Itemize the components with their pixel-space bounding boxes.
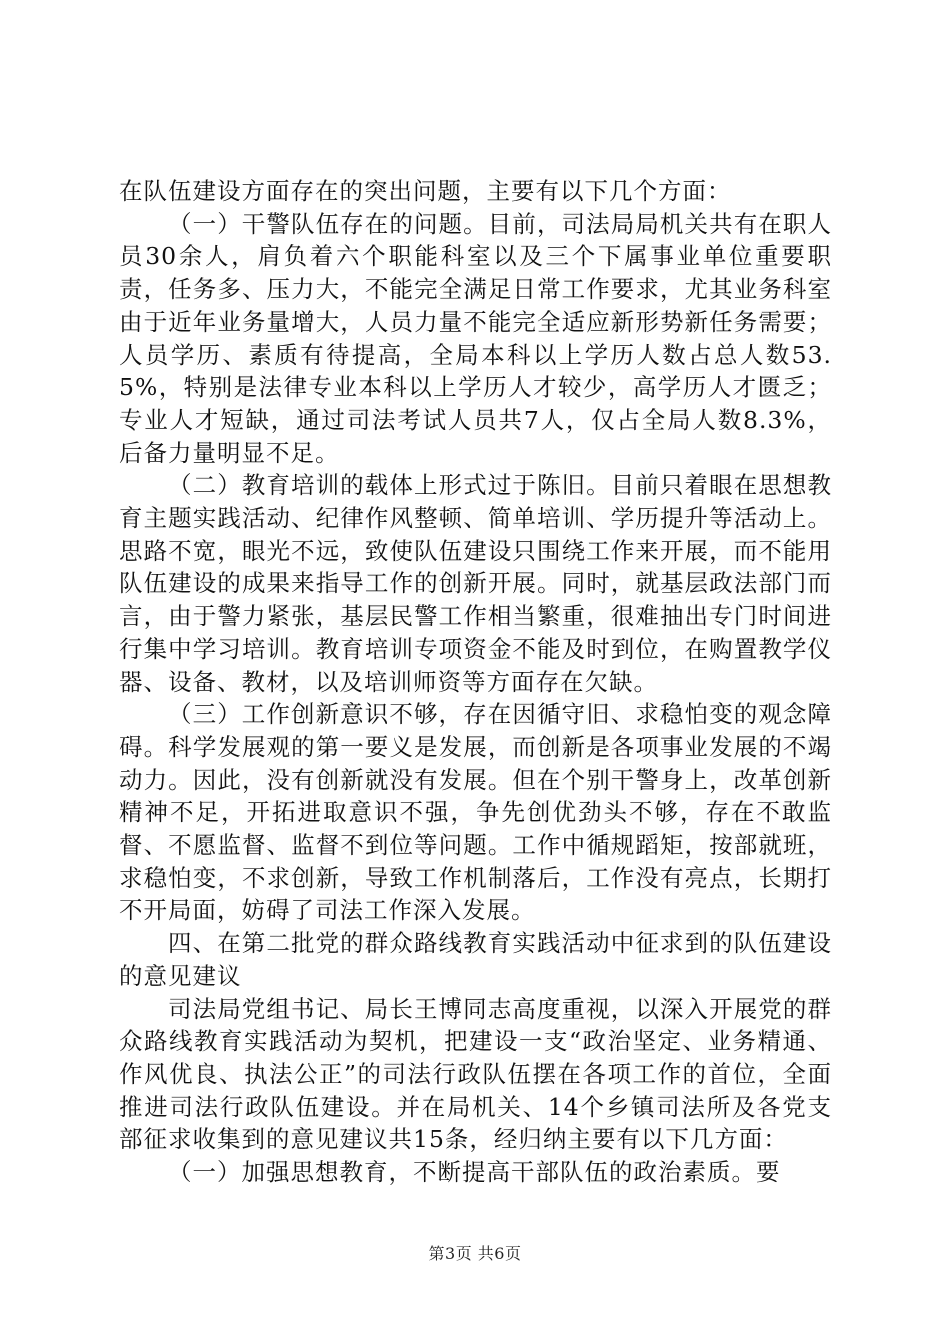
document-body: [119, 175, 832, 1189]
paragraph-section-4-body: 司法局党组书记、局长王博同志高度重视，以深入开展党的群众路线教育实践活动为契机，把建设一支“政治坚定、业务精通、作风优良、执法公正”的司法行政队伍摆在各项工作的首位，全面推进司法行政队伍建设。并在局机关、14个乡镇司法所及各党支部征求收集到的意见建议共15条，经归纳主要有以下几方面：: [119, 994, 832, 1154]
paragraph-suggestion-1: （一）加强思想教育，不断提高干部队伍的政治素质。要: [168, 1158, 781, 1187]
page-footer: 第3页 共6页: [428, 1244, 522, 1263]
paragraph-issue-3: （三）工作创新意识不够，存在因循守旧、求稳怕变的观念障碍。科学发展观的第一要义是发展，而创新是各项事业发展的不竭动力。因此，没有创新就没有发展。但在个别干警身上，改革创新精神不足，开拓进取意识不强，争先创优劲头不够，存在不敢监督、不愿监督、监督不到位等问题。工作中循规蹈矩，按部就班，求稳怕变，不求创新，导致工作机制落后，工作没有亮点，长期打不开局面，妨碍了司法工作深入发展。: [119, 700, 832, 925]
section-heading-4: 四、在第二批党的群众路线教育实践活动中征求到的队伍建设的意见建议: [119, 929, 832, 990]
paragraph-issue-2: （二）教育培训的载体上形式过于陈旧。目前只着眼在思想教育主题实践活动、纪律作风整顿、简单培训、学历提升等活动上。思路不宽，眼光不远，致使队伍建设只围绕工作来开展，而不能用队伍建设的成果来指导工作的创新开展。同时，就基层政法部门而言，由于警力紧张，基层民警工作相当繁重，很难抽出专门时间进行集中学习培训。教育培训专项资金不能及时到位，在购置教学仪器、设备、教材，以及培训师资等方面存在欠缺。: [119, 471, 832, 696]
paragraph-intro: 在队伍建设方面存在的突出问题，主要有以下几个方面：: [119, 177, 732, 205]
paragraph-issue-1: （一）干警队伍存在的问题。目前，司法局局机关共有在职人员30余人，肩负着六个职能科室以及三个下属事业单位重要职责，任务多、压力大，不能完全满足日常工作要求，尤其业务科室由于近年业务量增大，人员力量不能完全适应新形势新任务需要；人员学历、素质有待提高，全局本科以上学历人数占总人数53.5%，特别是法律专业本科以上学历人才较少，高学历人才匮乏；专业人才短缺，通过司法考试人员共7人，仅占全局人数8.3%，后备力量明显不足。: [119, 209, 832, 467]
